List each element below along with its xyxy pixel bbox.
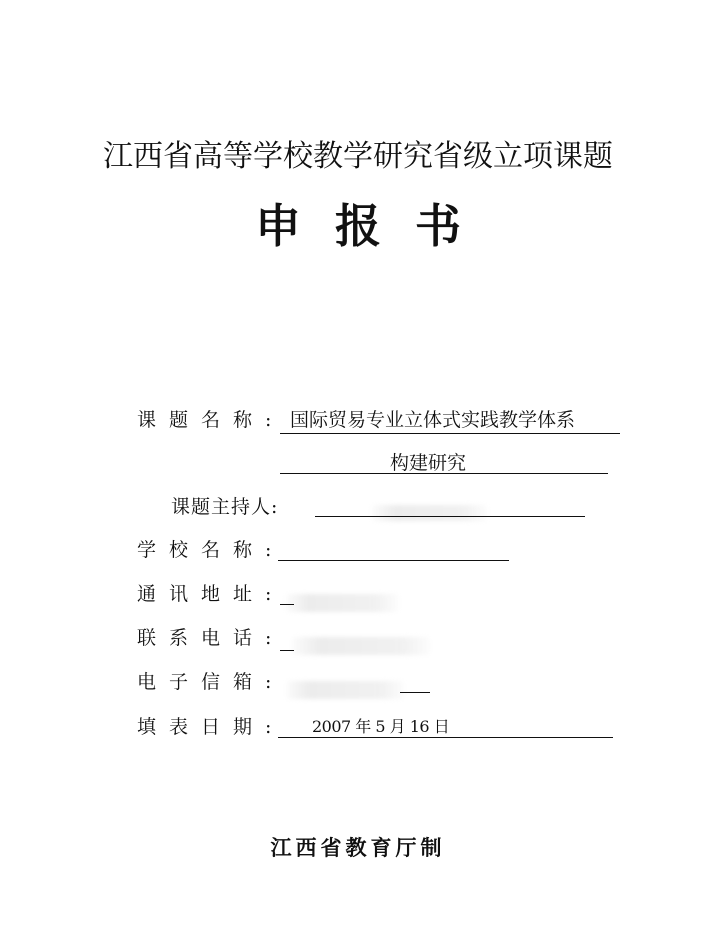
host-label: 课题主持人:	[171, 496, 279, 518]
redacted-phone	[292, 637, 430, 655]
document-title: 申报书	[255, 199, 495, 253]
project-name-underline-1	[280, 433, 620, 434]
phone-label: 联系电话:	[137, 627, 285, 649]
school-label: 学校名称:	[137, 539, 285, 561]
date-underline	[278, 737, 613, 738]
redacted-email	[286, 681, 404, 699]
form-header-title: 江西省高等学校教学研究省级立项课题	[103, 139, 613, 174]
redacted-address	[286, 594, 398, 612]
email-underline	[400, 692, 430, 693]
issuer-footer: 江西省教育厅制	[270, 836, 446, 860]
project-name-label: 课题名称:	[137, 409, 285, 431]
redacted-host	[372, 505, 487, 521]
date-label: 填表日期:	[137, 716, 285, 738]
address-underline	[280, 604, 294, 605]
project-name-value-line1: 国际贸易专业立体式实践教学体系	[290, 409, 576, 431]
address-label: 通讯地址:	[137, 583, 285, 605]
school-underline	[278, 560, 509, 561]
date-value: 2007 年 5 月 16 日	[312, 717, 450, 736]
email-label: 电子信箱:	[137, 671, 285, 693]
project-name-value-line2: 构建研究	[390, 452, 467, 474]
project-name-underline-2	[280, 473, 608, 474]
host-underline	[315, 516, 585, 517]
phone-underline	[280, 650, 294, 651]
